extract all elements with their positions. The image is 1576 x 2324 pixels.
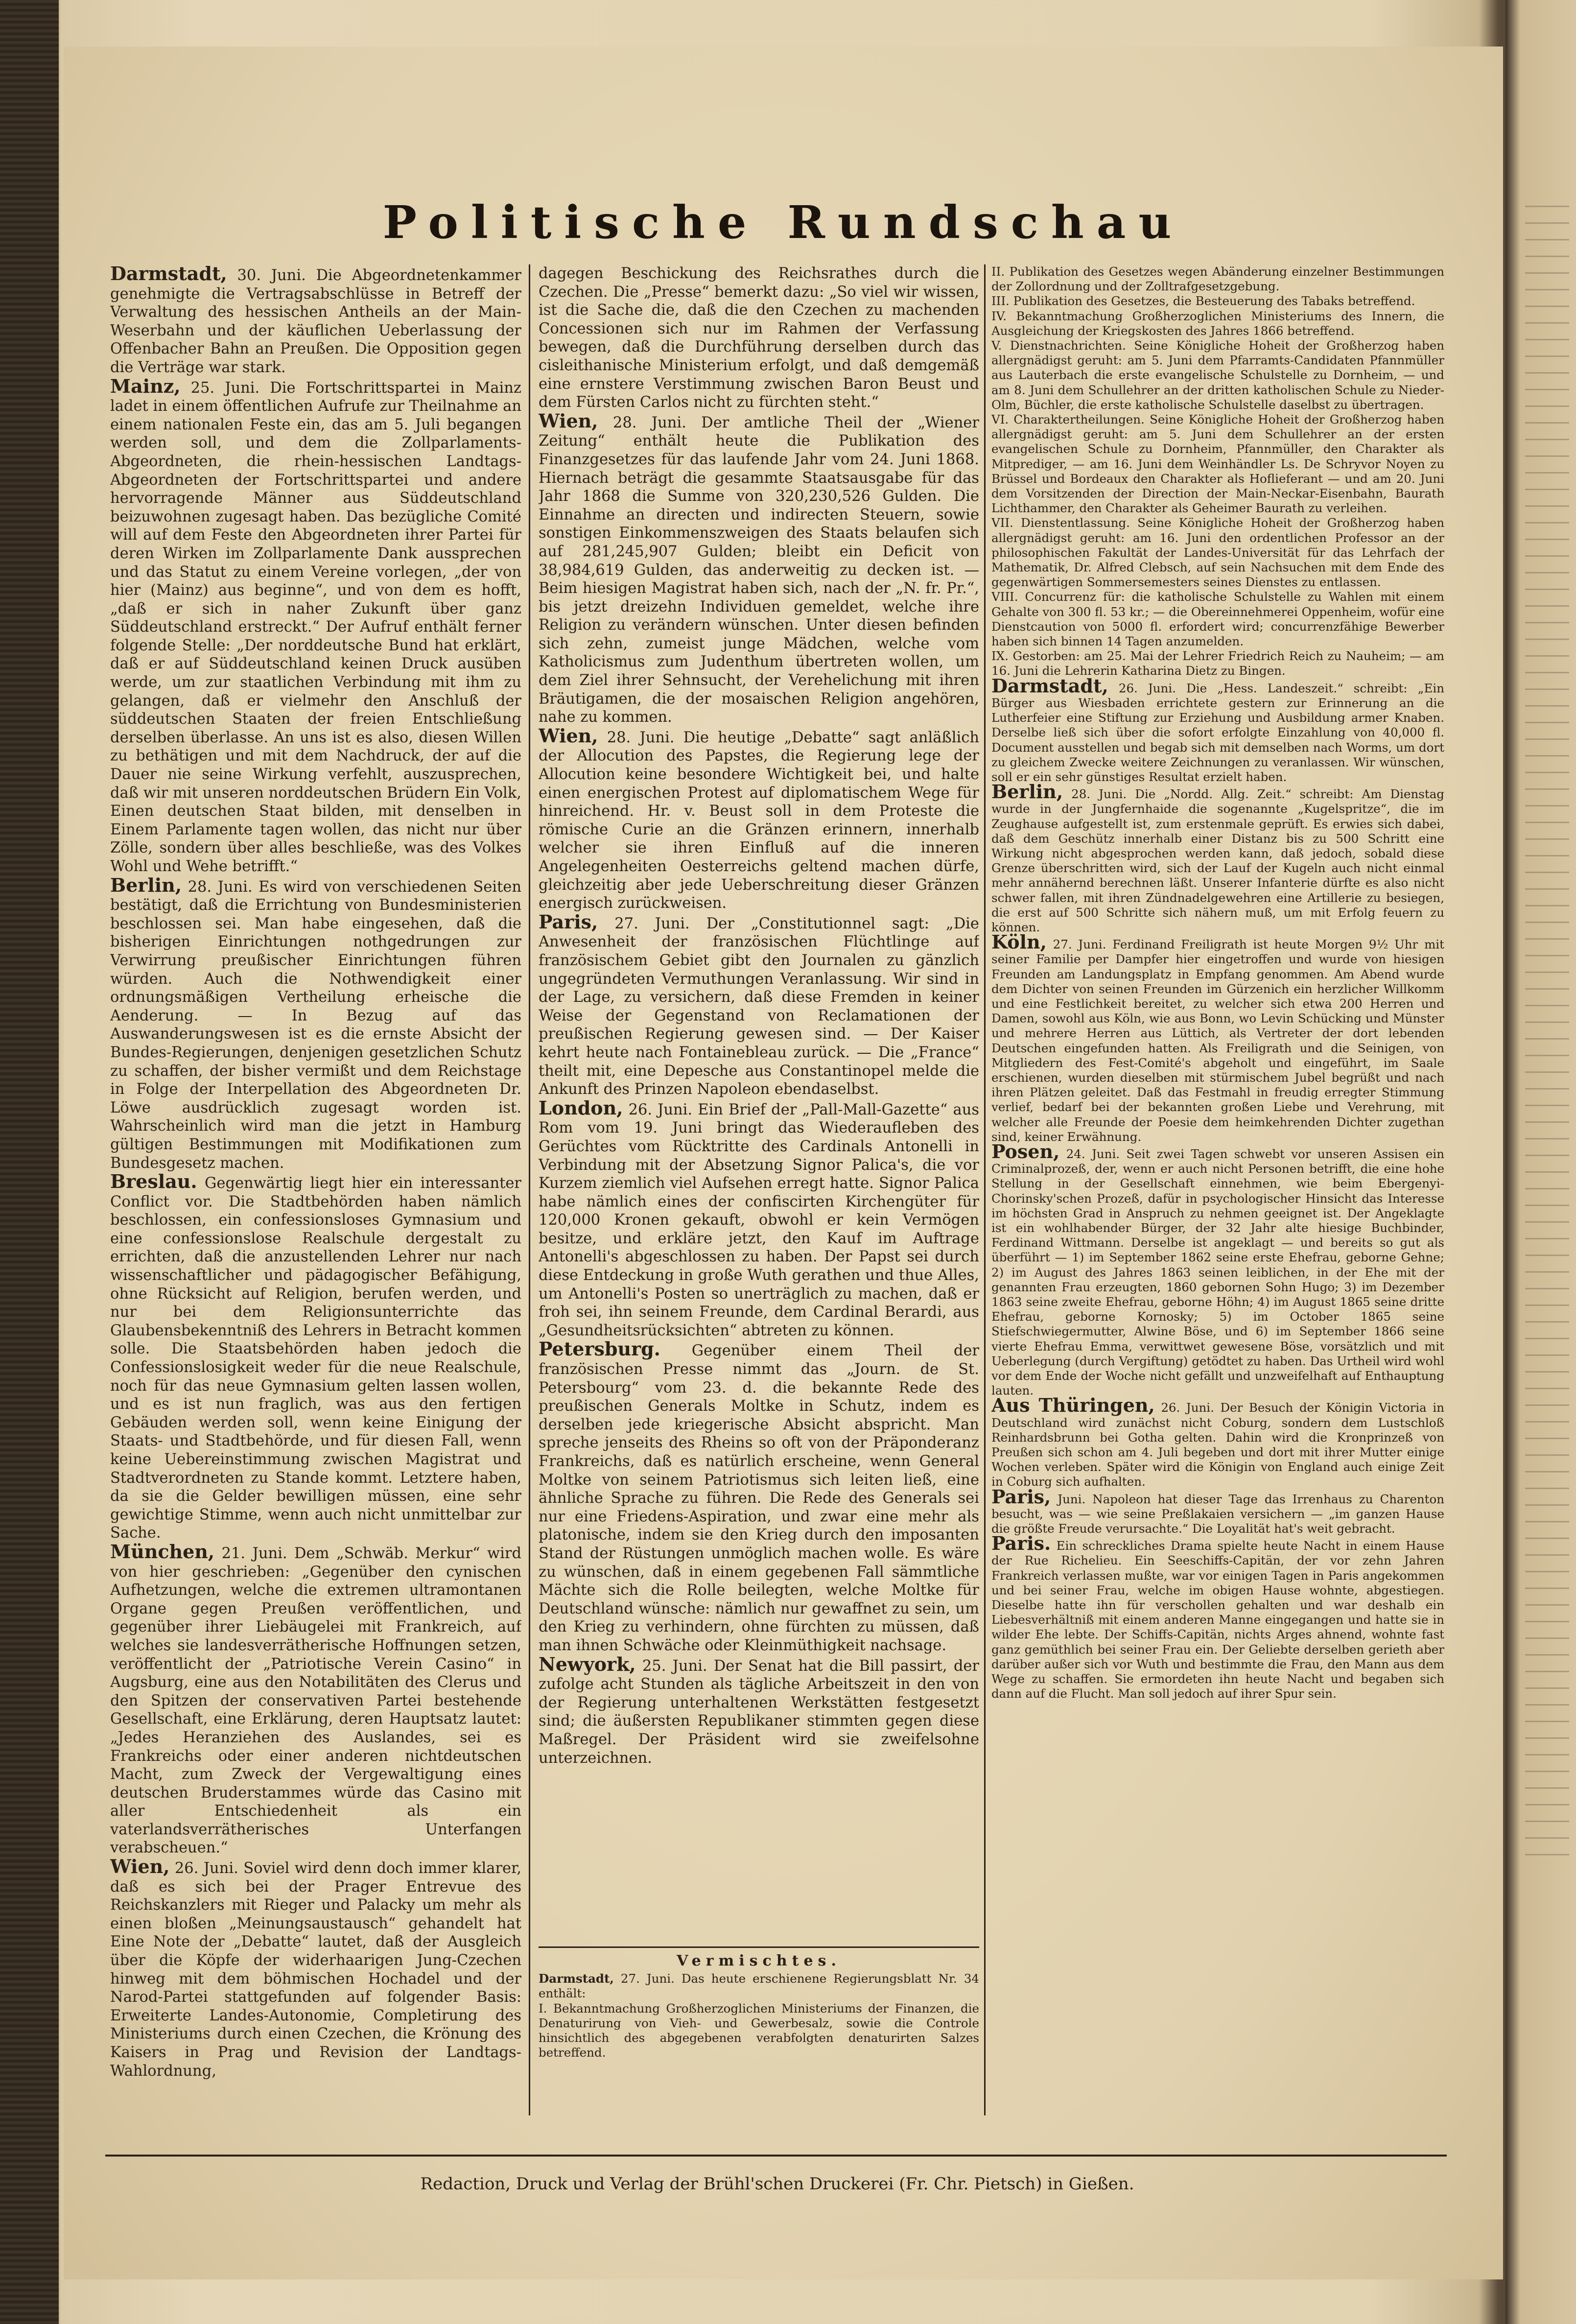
article-dateline: Paris, xyxy=(539,910,598,933)
article-dateline: Köln, xyxy=(991,931,1047,953)
article-paragraph xyxy=(991,1140,1444,1398)
article-dateline: Berlin, xyxy=(991,781,1063,803)
article-paragraph xyxy=(539,264,979,412)
article-dateline: Darmstadt, xyxy=(991,674,1108,697)
article-paragraph xyxy=(991,674,1444,784)
article-column-3 xyxy=(991,264,1444,2174)
article-dateline: London, xyxy=(539,1096,623,1119)
article-dateline: Wien, xyxy=(110,1855,170,1878)
article-dateline: Newyork, xyxy=(539,1653,636,1675)
article-text: VII. Dienstentlassung. Seine Königliche Hoheit der Großherzog haben allergnädigst geruht: am 16. Juni den ordentlichen Professor an der philosophischen Fakultät der Landes-Universität für das Lehrfach der Mathematik, Dr. Alfred Clebsch, auf sein Nachsuchen mit dem Ende des gegenwärtigen Sommersemesters seines Dienstes zu entlassen. xyxy=(991,516,1444,590)
article-text: 24. Juni. Seit zwei Tagen schwebt vor unseren Assisen ein Criminalprozeß, der, wenn er auch nicht Personen betrifft, die eine hohe Stellung in der Gesellschaft einnehmen, wie beim Ebergenyi-Chorinsky'schen Prozeß, dafür in psychologischer Hinsicht das Interesse im höchsten Grad in Anspruch zu nehmen geeignet ist. Der Angeklagte ist ein wohlhabender Bürger, der 32 Jahr alte hiesige Buchbinder, Ferdinand Wittmann. Derselbe ist angeklagt — und bereits so gut als überführt — 1) im September 1862 seine erste Ehefrau, geborne Gehne; 2) im August des Jahres 1863 seinen leiblichen, in der Ehe mit der genannten Frau erzeugten, 1860 gebornen Sohn Hugo; 3) im Dezember 1863 seine zweite Ehefrau, geborne Höhn; 4) im August 1865 seine dritte Ehefrau, geborne Kornosky; 5) im October 1865 seine Stiefschwiegermutter, Alwine Böse, und 6) im September 1866 seine vierte Ehefrau Emma, verwittwet gewesene Böse, vorsätzlich und mit Ueberlegung (durch Vergiftung) getödtet zu haben. Das Urtheil wird wohl vor dem Ende der Woche nicht gefällt und unzweifelhaft auf Enthauptung lauten. xyxy=(991,1146,1444,1398)
article-dateline: Berlin, xyxy=(110,874,182,896)
article-paragraph xyxy=(991,1394,1444,1489)
article-paragraph xyxy=(991,338,1444,412)
article-paragraph xyxy=(110,1172,521,1542)
article-paragraph xyxy=(539,1655,979,1768)
imprint-footer: Redaction, Druck und Verlag der Brühl'schen Druckerei (Fr. Chr. Pietsch) in Gießen. xyxy=(420,2174,1134,2194)
article-column-2 xyxy=(539,264,979,1944)
article-text: Juni. Napoleon hat dieser Tage das Irrenhaus zu Charenton besucht, was — wie seine Preßlakaien versichern — „im ganzen Hause die größte Freude verursachte.“ Die Loyalität hat's weit gebracht. xyxy=(991,1492,1444,1536)
vermischtes-rule xyxy=(539,1946,979,1948)
article-text: III. Publikation des Gesetzes, die Besteuerung des Tabaks betreffend. xyxy=(991,294,1415,308)
article-paragraph xyxy=(991,649,1444,678)
column-rule-2 xyxy=(984,264,986,2115)
article-paragraph xyxy=(991,1485,1444,1537)
article-dateline: Aus Thüringen, xyxy=(991,1394,1155,1417)
vermischtes-heading: Vermischtes. xyxy=(677,1954,841,1969)
article-dateline: Paris. xyxy=(991,1532,1051,1555)
article-text: 26. Juni. Der Besuch der Königin Victoria in Deutschland wird zunächst nicht Coburg, sondern dem Lustschloß Reinhardsbrunn bei Gotha gelten. Dahin wird die Kronprinzeß von Preußen sich schon am 4. Juli begeben und dort mit ihrer Mutter einige Wochen verleben. Später wird die Königin von England auch einige Zeit in Coburg sich aufhalten. xyxy=(991,1400,1444,1489)
vermischtes-dateline: Darmstadt, xyxy=(539,1971,614,1986)
article-text: 28. Juni. Die heutige „Debatte“ sagt anläßlich der Allocution des Papstes, die Regierung lege der Allocution keine besondere Wichtigkeit bei, und halte einen energischen Protest auf diplomatischem Wege für hinreichend. Hr. v. Beust soll in dem Proteste die römische Curie an die Gränzen erinnern, innerhalb welcher sie ihren Einfluß auf die inneren Angelegenheiten Oesterreichs geltend machen dürfe, gleichzeitig aber jede Ueberschreitung dieser Gränzen energisch zurückweisen. xyxy=(539,729,979,912)
article-paragraph xyxy=(539,1096,979,1340)
vermischtes-intro xyxy=(539,1971,979,2001)
article-paragraph xyxy=(110,1542,521,1857)
article-paragraph xyxy=(539,724,979,913)
book-binding xyxy=(0,0,59,2324)
article-paragraph xyxy=(110,1857,521,2080)
section-title: Politische Rundschau xyxy=(382,196,1184,249)
column-rule-1 xyxy=(529,264,530,2115)
article-text: IX. Gestorben: am 25. Mai der Lehrer Friedrich Reich zu Nauheim; — am 16. Juni die Lehrerin Katharina Dietz zu Bingen. xyxy=(991,649,1444,678)
article-text: 25. Juni. Die Fortschrittspartei in Mainz ladet in einem öffentlichen Aufrufe zur Theilnahme an einem nationalen Feste ein, das am 5. Juli begangen werden soll, und dem die Zollparlaments-Abgeordneten, die rhein-hessischen Landtags-Abgeordneten der Fortschrittspartei und andere hervorragende Männer aus Süddeutschland beizuwohnen zugesagt haben. Das bezügliche Comité will auf dem Feste den Abgeordneten ihrer Partei für deren Wirken im Zollparlamente Dank aussprechen und das Statut zu einem Vereine vorlegen, „der von hier (Mainz) aus beginne“, und von dem es hofft, „daß er sich in naher Zukunft über ganz Süddeutschland erstreckt.“ Der Aufruf enthält ferner folgende Stelle: „Der norddeutsche Bund hat erklärt, daß er auf Süddeutschland keinen Druck ausüben werde, um zur staatlichen Verbindung mit ihm zu gelangen, daß er vielmehr den Anschluß der süddeutschen Staaten der freien Entschließung derselben überlasse. An uns ist es also, diesen Willen zu bethätigen und mit dem Nachdruck, der auf die Dauer nie seine Wirkung verfehlt, auszusprechen, daß wir mit unseren norddeutschen Brüdern Ein Volk, Einen deutschen Staat bilden, mit denselben in Einem Parlamente tagen wollen, das nicht nur über Zölle, sondern über alles beschließe, was des Volkes Wohl und Wehe betrifft.“ xyxy=(110,379,521,875)
article-text: 26. Juni. Soviel wird denn doch immer klarer, daß es sich bei der Prager Entrevue des Reichskanzlers mit Rieger und Palacky um mehr als einen bloßen „Meinungsaustausch“ gehandelt hat Eine Note der „Debatte“ lautet, daß der Ausgleich über die Köpfe der widerhaarigen Jung-Czechen hinweg mit dem böhmischen Hochadel und der Narod-Partei stattgefunden auf folgender Basis: Erweiterte Landes-Autonomie, Completirung des Ministeriums durch einen Czechen, die Krönung des Kaisers in Prag und Revision der Landtags-Wahlordnung, xyxy=(110,1860,521,2080)
article-text: Ein schreckliches Drama spielte heute Nacht in einem Hause der Rue Richelieu. Ein Seeschiffs-Capitän, der vor zehn Jahren Frankreich verlassen mußte, war vor einigen Tagen in Paris angekommen und bei seiner Frau, welche im obigen Hause wohnte, abgestiegen. Dieselbe hatte ihn für verschollen gehalten und war deshalb ein Liebesverhältniß mit einem anderen Manne eingegangen und hatte sie in wilder Ehe lebte. Der Schiffs-Capitän, nichts Arges ahnend, wohnte fast ganz gemüthlich bei seiner Frau ein. Der Geliebte derselben gerieth aber darüber außer sich vor Wuth und bestimmte die Frau, den Mann aus dem Wege zu schaffen. Sie ermordeten ihn heute Nacht und begaben sich dann auf die Flucht. Man soll jedoch auf ihrer Spur sein. xyxy=(991,1539,1444,1701)
article-text: Gegenwärtig liegt hier ein interessanter Conflict vor. Die Stadtbehörden haben nämlich beschlossen, ein confessionsloses Gymnasium und eine confessionslose Realschule dergestalt zu errichten, daß die anzustellenden Lehrer nur nach wissenschaftlicher und pädagogischer Befähigung, ohne Rücksicht auf Religion, berufen werden, und nur bei dem Religionsunterrichte das Glaubensbekenntniß des Lehrers in Betracht kommen solle. Die Staatsbehörden haben jedoch die Confessionslosigkeit weder für die neue Realschule, noch für das neue Gymnasium gelten lassen wollen, und es ist nun fraglich, was aus den fertigen Gebäuden werden soll, wenn keine Einigung der Staats- und Stadtbehörde, und für diesen Fall, wenn keine Uebereinstimmung zwischen Magistrat und Stadtverordneten zu Stande kommt. Letztere haben, da sie die Gelder bewilligen müssen, eine sehr gewichtige Stimme, wenn auch nicht unmittelbar zur Sache. xyxy=(110,1175,521,1542)
article-column-1 xyxy=(110,264,521,2174)
article-text: dagegen Beschickung des Reichsrathes durch die Czechen. Die „Presse“ bemerkt dazu: „So viel wir wissen, ist die Sache die, daß die den Czechen zu machenden Concessionen sich nur im Rahmen der Verfassung bewegen, daß die Durchführung derselben durch das cisleithanische Ministerium erfolgt, und daß demgemäß eine ernstere Verstimmung zwischen Baron Beust und dem Fürsten Carlos nicht zu fürchten steht.“ xyxy=(539,265,979,411)
article-text: II. Publikation des Gesetzes wegen Abänderung einzelner Bestimmungen der Zollordnung und der Zolltrafgesetzgebung. xyxy=(991,264,1444,294)
article-paragraph xyxy=(991,781,1444,935)
facing-page-edge xyxy=(1505,0,1576,2324)
article-text: 21. Juni. Dem „Schwäb. Merkur“ wird von hier geschrieben: „Gegenüber den cynischen Aufhetzungen, welche die extremen ultramontanen Organe gegen Preußen veröffentlichen, und gegenüber ihrer Liebäugelei mit Frankreich, auf welches sie landesverrätherische Hoffnungen setzen, veröffentlicht der „Patriotische Verein Casino“ in Augsburg, eine aus den Notabilitäten des Clerus und den Spitzen der conservativen Partei bestehende Gesellschaft, eine Erklärung, deren Hauptsatz lautet: „Jedes Heranziehen des Auslandes, sei es Frankreichs oder einer anderen nichtdeutschen Macht, zum Zweck der Vergewaltigung eines deutschen Bruderstammes würde das Casino mit aller Entschiedenheit als ein vaterlandsverrätherisches Unterfangen verabscheuen.“ xyxy=(110,1544,521,1857)
article-text: IV. Bekanntmachung Großherzoglichen Ministeriums des Innern, die Ausgleichung der Kriegskosten des Jahres 1866 betreffend. xyxy=(991,308,1444,338)
article-text: 30. Juni. Die Abgeordnetenkammer genehmigte die Vertragsabschlüsse in Betreff der Verwaltung des hessischen Antheils an der Main-Weserbahn und der käuflichen Ueberlassung der Offenbacher Bahn an Preußen. Die Opposition gegen die Verträge war stark. xyxy=(110,267,521,376)
article-text: V. Dienstnachrichten. Seine Königliche Hoheit der Großherzog haben allergnädigst geruht: am 5. Juni dem Pfarramts-Candidaten Pfannmüller aus Lauterbach die erste evangelische Schulstelle zu Dornheim, — und am 8. Juni dem Schullehrer an der dritten katholischen Schule zu Nieder-Olm, Büchler, die erste katholische Schulstelle daselbst zu übertragen. xyxy=(991,338,1444,412)
article-text: VIII. Concurrenz für: die katholische Schulstelle zu Wahlen mit einem Gehalte von 300 fl. 53 kr.; — die Obereinnehmerei Oppenheim, wofür eine Dienstcaution von 5000 fl. erfordert wird; concurrenzfähige Bewerber haben sich binnen 14 Tagen anzumelden. xyxy=(991,590,1444,649)
article-dateline: Darmstadt, xyxy=(110,264,227,285)
article-paragraph xyxy=(991,309,1444,338)
article-paragraph xyxy=(991,590,1444,649)
article-dateline: Posen, xyxy=(991,1140,1060,1162)
article-text: 27. Juni. Ferdinand Freiligrath ist heute Morgen 9½ Uhr mit seiner Familie per Dampfer hier eingetroffen und wurde von hiesigen Freunden am Landungsplatz in Empfang genommen. Am Abend wurde dem Dichter von seinen Freunden im Gürzenich ein herzlicher Willkomm und eine Festlichkeit bereitet, zu welcher sich etwa 200 Herren und Damen, sowohl aus Köln, wie aus Bonn, wo Levin Schücking und Münster und mehrere Herren aus Lüttich, als Vertreter der dort lebenden Deutschen eingefunden hatten. Als Freiligrath und die Seinigen, von Mitgliedern des Fest-Comité's abgeholt und eingeführt, im Saale erschienen, wurden dieselben mit stürmischem Jubel begrüßt und nach ihren Plätzen geleitet. Daß das Festmahl in freudig erregter Stimmung verlief, bedarf bei der bekannten großen Liebe und Verehrung, mit welcher alle Freunde der Poesie dem heimkehrenden Dichter zugethan sind, keiner Erwähnung. xyxy=(991,937,1444,1144)
article-dateline: München, xyxy=(110,1540,215,1563)
article-text: 28. Juni. Die „Nordd. Allg. Zeit.“ schreibt: Am Dienstag wurde in der Jungfernhaide die sogenannte „Kugelspritze“, die im Zeughause aufgestellt ist, zum erstenmale geprüft. Es erwies sich dabei, daß dem Geschütz innerhalb einer Distanz bis zu 500 Schritt eine Wirkung nicht abgesprochen werden kann, daß jedoch, sobald diese Grenze überschritten wird, sich der Lauf der Kugeln auch nicht einmal mehr annähernd berechnen läßt. Unserer Infanterie dürfte es also nicht schwer fallen, mit ihren Zündnadelgewehren eine Artillerie zu besiegen, die erst auf 500 Schritte sich nähern muß, um mit Erfolg feuern zu können. xyxy=(991,787,1444,934)
article-text: 27. Juni. Der „Constitutionnel sagt: „Die Anwesenheit der französischen Flüchtlinge auf französischem Gebiet gibt den Journalen zu gänzlich ungegründeten Vermuthungen Veranlassung. Wir sind in der Lage, zu versichern, daß diese Fremden in keiner Weise der Gegenstand von Reclamationen der preußischen Regierung gewesen sind. — Der Kaiser kehrt heute nach Fontainebleau zurück. — Die „France“ theilt mit, eine Depesche aus Constantinopel melde die Ankunft des Prinzen Napoleon ebendaselbst. xyxy=(539,915,979,1098)
article-paragraph xyxy=(110,876,521,1173)
article-dateline: Wien, xyxy=(539,724,598,747)
article-paragraph xyxy=(991,931,1444,1144)
article-paragraph xyxy=(991,264,1444,294)
facing-page-text-marks xyxy=(1525,206,1569,1871)
article-paragraph xyxy=(991,516,1444,590)
article-text: 25. Juni. Der Senat hat die Bill passirt, der zufolge acht Stunden als tägliche Arbeitszeit in den von der Regierung unterhaltenen Werkstätten festgesetzt sind; die äußersten Republikaner stimmten gegen diese Maßregel. Der Präsident wird sie zweifelsohne unterzeichnen. xyxy=(539,1657,979,1767)
article-dateline: Paris, xyxy=(991,1485,1051,1508)
article-text: 28. Juni. Es wird von verschiedenen Seiten bestätigt, daß die Errichtung von Bundesministerien beschlossen sei. Man habe eingesehen, daß die bisherigen Einrichtungen nothgedrungen zur Verwirrung preußischer Einrichtungen führen würden. Auch die Nothwendigkeit einer ordnungsmäßigen Vertheilung erheische die Aenderung. — In Bezug auf das Auswanderungswesen ist es die ernste Absicht der Bundes-Regierungen, denjenigen gesetzlichen Schutz zu schaffen, der bisher vermißt und dem Reichstage in Folge der Interpellation des Abgeordneten Dr. Löwe ausdrücklich zugesagt worden ist. Wahrscheinlich wird man die jetzt in Hamburg gültigen Bestimmungen mit Modifikationen zum Bundesgesetz machen. xyxy=(110,878,521,1172)
article-text: VI. Charaktertheilungen. Seine Königliche Hoheit der Großherzog haben allergnädigst geruht: am 5. Juni dem Schullehrer an der ersten evangelischen Schule zu Dornheim, Pfannmüller, den Charakter als Mitprediger, — am 16. Juni dem Weinhändler Ls. De Schryvor Noyen zu Brüssel und Bordeaux den Charakter als Hoflieferant — und am 20. Juni dem Vorsitzenden der Direction der Main-Neckar-Eisenbahn, Baurath Lichthammer, den Charakter als Geheimer Baurath zu verleihen. xyxy=(991,412,1444,516)
article-dateline: Mainz, xyxy=(110,375,181,397)
article-text: Gegenüber einem Theil der französischen Presse nimmt das „Journ. de St. Petersbourg“ vom 23. d. die bekannte Rede des preußischen Generals Moltke in Schutz, indem es derselben jede kriegerische Absicht abspricht. Man spreche jenseits des Rheins so oft von der Präponderanz Frankreichs, daß es natürlich erscheine, wenn General Moltke von seinem Patriotismus sich leiten ließ, eine ähnliche Sprache zu führen. Die Rede des Generals sei nur eine Friedens-Aspiration, und zwar eine mehr als platonische, indem sie den Krieg durch den imposanten Stand der Rüstungen unmöglich machen wolle. Es wäre zu wünschen, daß in einem gegebenen Fall sämmtliche Mächte sich die Rolle beilegten, welche Moltke für Deutschland wünsche: nämlich nur gewaffnet zu sein, um den Krieg zu verhindern, ohne fürchten zu müssen, daß man ihnen Schwäche oder Kleinmüthigkeit nachsage. xyxy=(539,1342,979,1654)
article-paragraph xyxy=(991,1532,1444,1701)
article-dateline: Petersburg. xyxy=(539,1338,660,1360)
article-paragraph xyxy=(110,264,521,377)
article-paragraph xyxy=(539,910,979,1099)
vermischtes-intro-text: 27. Juni. Das heute erschienene Regierungsblatt Nr. 34 enthält: xyxy=(539,1971,979,2001)
article-paragraph xyxy=(991,294,1444,308)
vermischtes-item: I. Bekanntmachung Großherzoglichen Ministeriums der Finanzen, die Denaturirung von Vieh- und Gewerbesalz, sowie die Controle hinsichtlich des abgegebenen verabfolgten denaturirten Salzes betreffend. xyxy=(539,2001,979,2060)
article-paragraph xyxy=(539,409,979,727)
article-dateline: Wien, xyxy=(539,409,598,432)
article-text: 26. Juni. Die „Hess. Landeszeit.“ schreibt: „Ein Bürger aus Wiesbaden errichtete gestern zur Erinnerung an die Lutherfeier eine Stiftung zur Erziehung und Ausbildung armer Knaben. Derselbe ließ sich über die sofort erfolgte Einzahlung von 40,000 fl. Document ausstellen und begab sich mit demselben nach Worms, um dort zu gleichem Zwecke weitere Zeichnungen zu veranlassen. Wir wünschen, soll er ein sehr günstiges Resultat erzielt haben. xyxy=(991,681,1444,784)
article-paragraph xyxy=(110,377,521,876)
article-text: 28. Juni. Der amtliche Theil der „Wiener Zeitung“ enthält heute die Publikation des Finanzgesetzes für das laufende Jahr vom 24. Juni 1868. Hiernach beträgt die gesammte Staatsausgabe für das Jahr 1868 die Summe von 320,230,526 Gulden. Die Einnahme an directen und indirecten Steuern, sowie sonstigen Einkommenszweigen des Staats belaufen sich auf 281,245,907 Gulden; bleibt ein Deficit von 38,984,619 Gulden, das anderweitig zu decken ist. — Beim hiesigen Magistrat haben sich, nach der „N. fr. Pr.“, bis jetzt dreizehn Individuen gemeldet, welche ihre Religion zu verändern wünschen. Unter diesen befinden sich zehn, zumeist junge Mädchen, welche vom Katholicismus zum Judenthum übertreten wollen, um dem Ziel ihrer Sehnsucht, der Verehelichung mit ihren Bräutigamen, die der mosaischen Religion angehören, nahe zu kommen. xyxy=(539,414,979,726)
article-paragraph xyxy=(539,1340,979,1655)
article-dateline: Breslau. xyxy=(110,1170,197,1193)
article-paragraph xyxy=(991,412,1444,516)
vermischtes-section xyxy=(539,1954,979,2150)
article-text: 26. Juni. Ein Brief der „Pall-Mall-Gazette“ aus Rom vom 19. Juni bringt das Wiederaufleben des Gerüchtes vom Rücktritte des Cardinals Antonelli in Verbindung mit der Absetzung Signor Palica's, die vor Kurzem ziemlich viel Aufsehen erregt hatte. Signor Palica habe nämlich eines der confiscirten Kirchengüter für 120,000 Kronen gekauft, obwohl er kein Vermögen besitze, und erkläre jetzt, den Kauf im Auftrage Antonelli's abgeschlossen zu haben. Der Papst sei durch diese Entdeckung in große Wuth gerathen und thue Alles, um Antonelli's Posten so unerträglich zu machen, daß er froh sei, ihn seinem Freunde, dem Cardinal Berardi, aus „Gesundheitsrücksichten“ abtreten zu können. xyxy=(539,1101,979,1339)
